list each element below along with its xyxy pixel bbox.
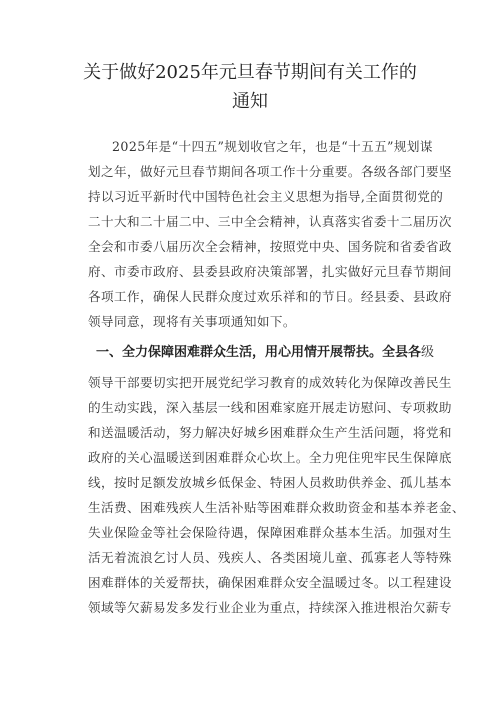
intro-paragraph-line: 持以习近平新时代中国特色社会主义思想为指导,全面贯彻党的 [88,189,444,204]
document-title-line-1: 关于做好2025年元旦春节期间有关工作的 [83,62,417,83]
section-1-paragraph-line: 生活费、困难残疾人生活补贴等困难群众救助资金和基本养老金、 [88,500,465,515]
section-1-paragraph-line: 领导干部要切实把开展党纪学习教育的成效转化为保障改善民生 [88,375,452,390]
section-1-paragraph-line: 失业保险金等社会保险待遇，保障困难群众基本生活。加强对生 [88,525,452,540]
section-1-heading [96,345,435,361]
section-1-paragraph-line: 的生动实践，深入基层一线和困难家庭开展走访慰问、专项救助 [88,400,452,415]
intro-paragraph-line: 府、市委市政府、县委县政府决策部署，扎实做好元旦春节期间 [88,264,452,279]
section-1-paragraph-line: 领域等欠薪易发多发行业企业为重点，持续深入推进根治欠薪专 [88,600,452,615]
intro-paragraph-line: 划之年，做好元旦春节期间各项工作十分重要。各级各部门要坚 [88,164,452,179]
intro-paragraph-line: 全会和市委八届历次全会精神，按照党中央、国务院和省委省政 [88,239,452,254]
intro-paragraph-line: 二十大和二十届二中、三中全会精神，认真落实省委十二届历次 [88,214,452,229]
section-1-paragraph-line: 和送温暖活动，努力解决好城乡困难群众生产生活问题，将党和 [88,425,452,440]
document-title-line-2: 通知 [232,91,268,112]
section-1-heading-tail: 级 [421,345,435,360]
section-1-paragraph-line: 线，按时足额发放城乡低保金、特困人员救助供养金、孤儿基本 [88,475,452,490]
intro-paragraph-line: 领导同意，现将有关事项通知如下。 [88,314,296,329]
section-1-paragraph-line: 政府的关心温暖送到困难群众心坎上。全力兜住兜牢民生保障底 [88,450,452,465]
intro-paragraph-line: 2025年是“十四五”规划收官之年，也是“十五五”规划谋 [112,139,433,154]
section-1-paragraph-line: 困难群体的关爱帮扶，确保困难群众安全温暖过冬。以工程建设 [88,575,452,590]
intro-paragraph-line: 各项工作，确保人民群众度过欢乐祥和的节日。经县委、县政府 [88,289,452,304]
section-1-heading-bold: 一、全力保障困难群众生活，用心用情开展帮扶。全县各 [96,345,422,360]
section-1-paragraph-line: 活无着流浪乞讨人员、残疾人、各类困境儿童、孤寡老人等特殊 [88,550,452,565]
